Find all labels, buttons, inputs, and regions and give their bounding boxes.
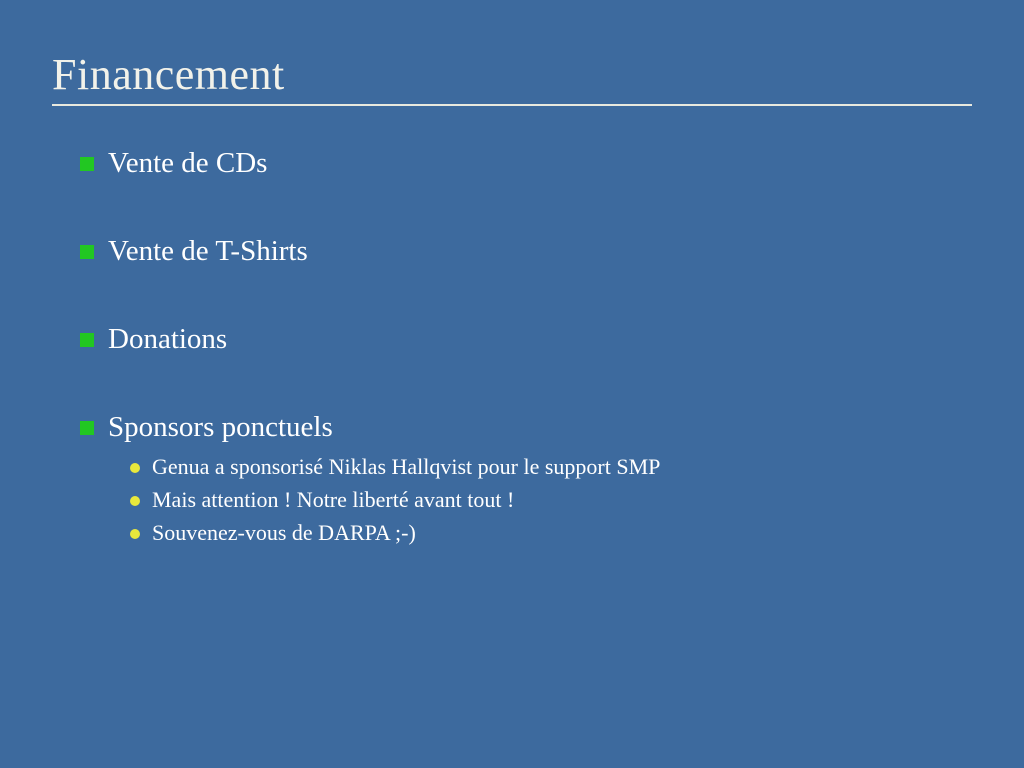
square-bullet-icon [80, 421, 94, 435]
sub-list-item-label: Genua a sponsorisé Niklas Hallqvist pour le support SMP [152, 454, 661, 479]
list-item [78, 234, 978, 268]
list-item [78, 410, 978, 549]
list-item [78, 322, 978, 356]
sub-list-item-label: Mais attention ! Notre liberté avant tout ! [152, 487, 515, 512]
list-item-label: Donations [108, 323, 228, 355]
dot-bullet-icon [130, 529, 140, 539]
slide-title: Financement [52, 50, 285, 99]
square-bullet-icon [80, 245, 94, 259]
sub-list [108, 450, 978, 549]
sub-list-item [128, 516, 978, 549]
list-item [78, 146, 978, 180]
sub-list-item [128, 483, 978, 516]
sub-list-item-label: Souvenez-vous de DARPA ;-) [152, 520, 416, 545]
dot-bullet-icon [130, 463, 140, 473]
dot-bullet-icon [130, 496, 140, 506]
slide-body [78, 146, 978, 549]
list-item-label: Sponsors ponctuels [108, 411, 333, 443]
list-item-label: Vente de T-Shirts [108, 235, 308, 267]
square-bullet-icon [80, 157, 94, 171]
list-item-label: Vente de CDs [108, 147, 268, 179]
title-underline-rule [52, 104, 972, 106]
square-bullet-icon [80, 333, 94, 347]
sub-list-item [128, 450, 978, 483]
